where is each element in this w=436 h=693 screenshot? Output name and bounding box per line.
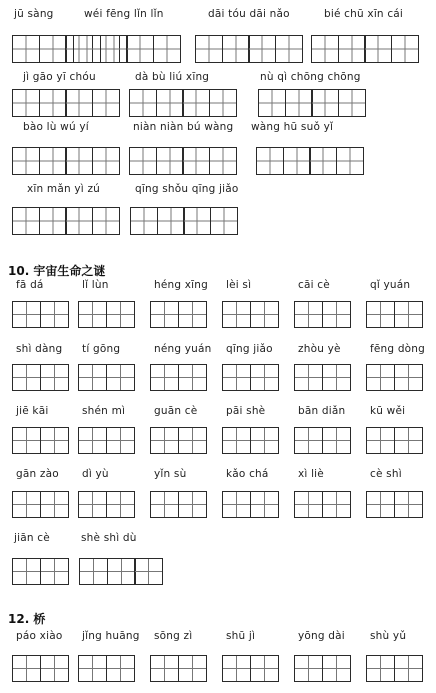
writing-cell[interactable] — [12, 89, 40, 117]
writing-cell[interactable] — [178, 491, 207, 518]
writing-cell[interactable] — [222, 427, 251, 454]
pinyin-label: wàng hū suǒ yǐ — [251, 121, 334, 133]
writing-cell[interactable] — [134, 558, 163, 585]
writing-cell[interactable] — [258, 89, 286, 117]
writing-cell[interactable] — [210, 207, 238, 235]
pinyin-label: bié chū xīn cái — [324, 8, 404, 20]
writing-cell[interactable] — [129, 147, 157, 175]
pinyin-label: jū sàng — [14, 8, 54, 20]
writing-cell[interactable] — [40, 364, 69, 391]
writing-cell[interactable] — [12, 491, 41, 518]
pinyin-label: jǐng huāng — [82, 630, 140, 642]
writing-cell[interactable] — [106, 491, 135, 518]
pinyin-label: yǐn sù — [154, 468, 187, 480]
writing-cell[interactable] — [12, 558, 41, 585]
character-grid[interactable] — [12, 427, 67, 454]
writing-cell[interactable] — [322, 364, 351, 391]
writing-cell[interactable] — [283, 147, 311, 175]
writing-cell[interactable] — [322, 301, 351, 328]
writing-cell[interactable] — [65, 207, 93, 235]
pinyin-label: niàn niàn bú wàng — [133, 121, 234, 133]
writing-cell[interactable] — [129, 89, 157, 117]
writing-cell[interactable] — [106, 655, 135, 682]
character-grid[interactable] — [294, 301, 349, 328]
character-grid[interactable] — [294, 364, 349, 391]
character-grid[interactable] — [222, 301, 277, 328]
pinyin-label: cè shì — [370, 468, 402, 480]
writing-cell[interactable] — [40, 491, 69, 518]
writing-cell[interactable] — [178, 364, 207, 391]
writing-cell[interactable] — [157, 207, 185, 235]
pinyin-label: cāi cè — [298, 279, 330, 291]
writing-cell[interactable] — [250, 301, 279, 328]
writing-cell[interactable] — [366, 655, 395, 682]
writing-cell[interactable] — [40, 655, 69, 682]
writing-cell[interactable] — [12, 207, 40, 235]
writing-cell[interactable] — [92, 207, 120, 235]
writing-cell[interactable] — [294, 301, 323, 328]
character-grid[interactable] — [78, 427, 133, 454]
character-grid[interactable] — [78, 655, 133, 682]
character-grid[interactable] — [12, 207, 118, 235]
writing-cell[interactable] — [322, 427, 351, 454]
character-grid[interactable] — [366, 364, 421, 391]
writing-cell[interactable] — [209, 89, 237, 117]
writing-cell[interactable] — [222, 301, 251, 328]
writing-cell[interactable] — [78, 364, 107, 391]
writing-cell[interactable] — [250, 427, 279, 454]
character-grid[interactable] — [222, 427, 277, 454]
character-grid[interactable] — [12, 301, 67, 328]
writing-cell[interactable] — [153, 35, 181, 63]
section-title: 10. 宇宙生命之谜 — [8, 264, 106, 278]
writing-cell[interactable] — [366, 364, 395, 391]
pinyin-label: sōng zì — [154, 630, 193, 642]
pinyin-label: jiān cè — [14, 532, 50, 544]
pinyin-label: fā dá — [16, 279, 44, 291]
character-grid[interactable] — [129, 147, 235, 175]
pinyin-label: lèi sì — [226, 279, 252, 291]
character-grid[interactable] — [294, 655, 349, 682]
character-grid[interactable] — [78, 301, 133, 328]
writing-cell[interactable] — [338, 35, 366, 63]
pinyin-label: kǎo chá — [226, 468, 269, 480]
writing-cell[interactable] — [248, 35, 276, 63]
character-grid[interactable] — [129, 89, 235, 117]
pinyin-label: yōng dài — [298, 630, 345, 642]
pinyin-label: shè shì dù — [81, 532, 137, 544]
character-grid[interactable] — [78, 491, 133, 518]
writing-cell[interactable] — [391, 35, 419, 63]
writing-cell[interactable] — [100, 35, 128, 63]
pinyin-label: nù qì chōng chōng — [260, 71, 361, 83]
character-grid[interactable] — [195, 35, 301, 63]
writing-cell[interactable] — [209, 147, 237, 175]
character-grid[interactable] — [12, 491, 67, 518]
character-grid[interactable] — [294, 491, 349, 518]
writing-cell[interactable] — [394, 301, 423, 328]
pinyin-label: dāi tóu dāi nǎo — [208, 8, 290, 20]
writing-cell[interactable] — [12, 364, 41, 391]
character-grid[interactable] — [366, 427, 421, 454]
writing-cell[interactable] — [12, 147, 40, 175]
pinyin-label: shū jì — [226, 630, 256, 642]
writing-cell[interactable] — [256, 147, 284, 175]
character-grid[interactable] — [256, 147, 362, 175]
writing-cell[interactable] — [150, 427, 179, 454]
writing-cell[interactable] — [40, 558, 69, 585]
pinyin-label: dì yù — [82, 468, 109, 480]
character-grid[interactable] — [12, 147, 118, 175]
pinyin-label: qīng jiǎo — [226, 343, 273, 355]
writing-cell[interactable] — [12, 301, 41, 328]
writing-cell[interactable] — [106, 364, 135, 391]
section-title: 12. 桥 — [8, 612, 46, 626]
pinyin-label: tí gōng — [82, 343, 121, 355]
pinyin-label: zhòu yè — [298, 343, 341, 355]
writing-cell[interactable] — [40, 301, 69, 328]
writing-cell[interactable] — [107, 558, 136, 585]
pinyin-label: jiē kāi — [16, 405, 49, 417]
writing-cell[interactable] — [106, 301, 135, 328]
writing-cell[interactable] — [178, 301, 207, 328]
writing-cell[interactable] — [294, 427, 323, 454]
character-grid[interactable] — [150, 655, 205, 682]
character-grid[interactable] — [73, 35, 179, 63]
pinyin-label: pāi shè — [226, 405, 266, 417]
writing-cell[interactable] — [73, 35, 101, 63]
writing-cell[interactable] — [275, 35, 303, 63]
writing-cell[interactable] — [106, 427, 135, 454]
writing-cell[interactable] — [150, 364, 179, 391]
writing-cell[interactable] — [394, 491, 423, 518]
writing-cell[interactable] — [366, 491, 395, 518]
writing-cell[interactable] — [294, 491, 323, 518]
writing-cell[interactable] — [294, 655, 323, 682]
writing-cell[interactable] — [394, 427, 423, 454]
character-grid[interactable] — [12, 655, 67, 682]
character-grid[interactable] — [311, 35, 417, 63]
pinyin-label: shén mì — [82, 405, 126, 417]
writing-cell[interactable] — [183, 207, 211, 235]
character-grid[interactable] — [79, 558, 162, 585]
writing-cell[interactable] — [39, 207, 67, 235]
writing-cell[interactable] — [222, 491, 251, 518]
pinyin-label: qǐ yuán — [370, 279, 411, 291]
writing-cell[interactable] — [336, 147, 364, 175]
pinyin-label: bào lù wú yí — [23, 121, 89, 133]
writing-cell[interactable] — [250, 655, 279, 682]
writing-cell[interactable] — [222, 655, 251, 682]
writing-cell[interactable] — [394, 655, 423, 682]
pinyin-label: héng xīng — [154, 279, 209, 291]
writing-cell[interactable] — [130, 207, 158, 235]
pinyin-label: wéi fēng lǐn lǐn — [84, 8, 164, 20]
writing-cell[interactable] — [150, 301, 179, 328]
writing-cell[interactable] — [182, 89, 210, 117]
writing-cell[interactable] — [39, 147, 67, 175]
writing-cell[interactable] — [12, 655, 41, 682]
writing-cell[interactable] — [78, 427, 107, 454]
character-grid[interactable] — [222, 655, 277, 682]
character-grid[interactable] — [12, 89, 118, 117]
writing-cell[interactable] — [182, 147, 210, 175]
pinyin-label: gān zào — [16, 468, 59, 480]
writing-cell[interactable] — [92, 89, 120, 117]
pinyin-label: qīng shǒu qīng jiǎo — [135, 183, 239, 195]
writing-cell[interactable] — [366, 301, 395, 328]
pinyin-label: jì gāo yī chóu — [23, 71, 96, 83]
writing-cell[interactable] — [394, 364, 423, 391]
character-grid[interactable] — [366, 301, 421, 328]
character-grid[interactable] — [12, 558, 67, 585]
character-grid[interactable] — [222, 491, 277, 518]
writing-cell[interactable] — [178, 655, 207, 682]
writing-cell[interactable] — [12, 35, 40, 63]
writing-cell[interactable] — [364, 35, 392, 63]
writing-cell[interactable] — [294, 364, 323, 391]
writing-cell[interactable] — [222, 35, 250, 63]
character-grid[interactable] — [78, 364, 133, 391]
writing-cell[interactable] — [78, 301, 107, 328]
writing-cell[interactable] — [338, 89, 366, 117]
writing-cell[interactable] — [78, 655, 107, 682]
writing-cell[interactable] — [39, 35, 67, 63]
writing-cell[interactable] — [311, 35, 339, 63]
pinyin-label: néng yuán — [154, 343, 212, 355]
writing-cell[interactable] — [178, 427, 207, 454]
character-grid[interactable] — [150, 427, 205, 454]
writing-cell[interactable] — [156, 147, 184, 175]
writing-cell[interactable] — [65, 89, 93, 117]
writing-cell[interactable] — [92, 147, 120, 175]
character-grid[interactable] — [12, 364, 67, 391]
writing-cell[interactable] — [309, 147, 337, 175]
writing-cell[interactable] — [322, 491, 351, 518]
character-grid[interactable] — [222, 364, 277, 391]
pinyin-label: shì dàng — [16, 343, 63, 355]
character-grid[interactable] — [258, 89, 364, 117]
writing-cell[interactable] — [366, 427, 395, 454]
pinyin-label: kū wěi — [370, 405, 406, 417]
writing-cell[interactable] — [40, 427, 69, 454]
writing-cell[interactable] — [322, 655, 351, 682]
writing-cell[interactable] — [150, 491, 179, 518]
writing-cell[interactable] — [156, 89, 184, 117]
pinyin-label: shù yǔ — [370, 630, 407, 642]
pinyin-label: fēng dòng — [370, 343, 426, 355]
character-grid[interactable] — [130, 207, 236, 235]
pinyin-label: páo xiào — [16, 630, 63, 642]
character-grid[interactable] — [366, 655, 421, 682]
writing-cell[interactable] — [222, 364, 251, 391]
character-grid[interactable] — [150, 364, 205, 391]
pinyin-label: lǐ lùn — [82, 279, 109, 291]
writing-cell[interactable] — [39, 89, 67, 117]
pinyin-label: guān cè — [154, 405, 198, 417]
writing-cell[interactable] — [65, 147, 93, 175]
pinyin-label: dà bù liú xīng — [135, 71, 210, 83]
pinyin-label: bān diǎn — [298, 405, 346, 417]
writing-cell[interactable] — [285, 89, 313, 117]
writing-cell[interactable] — [79, 558, 108, 585]
writing-cell[interactable] — [195, 35, 223, 63]
writing-cell[interactable] — [250, 491, 279, 518]
writing-cell[interactable] — [311, 89, 339, 117]
character-grid[interactable] — [294, 427, 349, 454]
writing-cell[interactable] — [12, 427, 41, 454]
character-grid[interactable] — [150, 491, 205, 518]
writing-cell[interactable] — [126, 35, 154, 63]
character-grid[interactable] — [150, 301, 205, 328]
character-grid[interactable] — [366, 491, 421, 518]
writing-cell[interactable] — [150, 655, 179, 682]
writing-cell[interactable] — [250, 364, 279, 391]
writing-cell[interactable] — [78, 491, 107, 518]
pinyin-label: xīn mǎn yì zú — [27, 183, 101, 195]
pinyin-label: xì liè — [298, 468, 324, 480]
